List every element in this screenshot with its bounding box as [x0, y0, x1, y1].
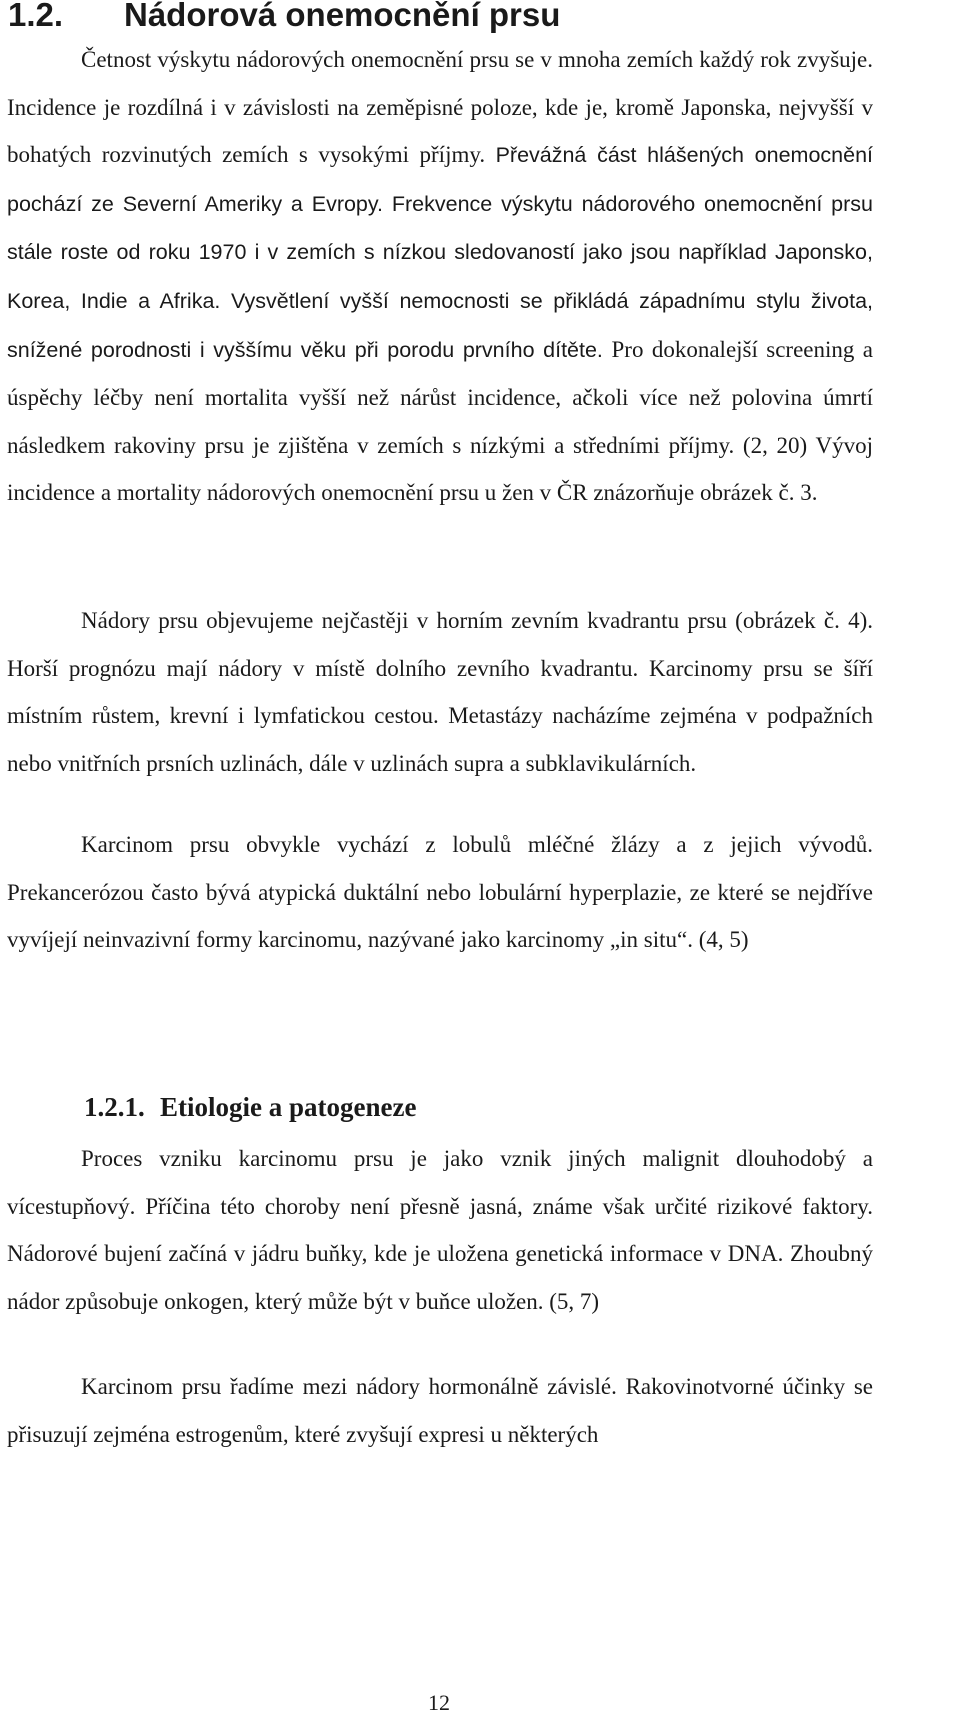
subsection-number: 1.2.1. — [84, 1092, 145, 1122]
paragraph-process-text: Proces vzniku karcinomu prsu je jako vznik jiných malignit dlouhodobý a vícestupňový. Příčina této choroby není přesně jasná, známe však určité rizikové faktory. Nádorové bujení začíná v jádru buňky, kde je uložena genetická informace v DNA. Zhoubný nádor způsobuje onkogen, který může být v buňce uložen. (5, 7) — [7, 1146, 873, 1314]
section-number: 1.2. — [8, 0, 64, 33]
paragraph-origin — [7, 821, 873, 964]
paragraph-incidence-part3: Pro dokonalejší screening a úspěchy léčby není mortalita vyšší než nárůst incidence, ačkoli více než polovina úmrtí následkem rakoviny prsu je zjištěna v zemích s nízkými a středními příjmy. (2, 20) Vývoj incidence a mortality nádorových onemocnění prsu u žen v ČR znázorňuje obrázek č. 3. — [7, 336, 873, 506]
section-title: Nádorová onemocnění prsu — [124, 0, 561, 33]
paragraph-process — [7, 1135, 873, 1325]
paragraph-hormonal — [7, 1363, 873, 1458]
subsection-title: Etiologie a patogeneze — [160, 1092, 417, 1122]
paragraph-incidence-part1: Četnost výskytu nádorových onemocnění prsu se v mnoha zemích každý rok zvyšuje. Incidence je rozdílná i v závislosti na zeměpisné poloze, kde je, kromě Japonska, nejvyšší v bohatých rozvinutých zemích s vysokými příjmy. — [7, 47, 873, 168]
paragraph-incidence — [7, 36, 873, 517]
paragraph-incidence-part2: Převážná část hlášených onemocnění pochází ze Severní Ameriky a Evropy. Frekvence výskytu nádorového onemocnění prsu stále roste od roku 1970 i v zemích s nízkou sledovaností jako jsou například Japonsko, Korea, Indie a Afrika. Vysvětlení vyšší nemocnosti se přikládá západnímu stylu života, snížené porodnosti i vyššímu věku při porodu prvního dítěte. — [7, 143, 873, 362]
section-heading — [8, 0, 560, 38]
paragraph-hormonal-text: Karcinom prsu řadíme mezi nádory hormonálně závislé. Rakovinotvorné účinky se přisuzují zejména estrogenům, které zvyšují expresi u některých — [7, 1374, 873, 1447]
paragraph-location-text: Nádory prsu objevujeme nejčastěji v horním zevním kvadrantu prsu (obrázek č. 4). Horší prognózu mají nádory v místě dolního zevního kvadrantu. Karcinomy prsu se šíří místním růstem, krevní i lymfatickou cestou. Metastázy nacházíme zejména v podpažních nebo vnitřních prsních uzlinách, dále v uzlinách supra a subklavikulárních. — [7, 608, 873, 776]
page-number: 12 — [428, 1690, 450, 1715]
paragraph-location — [7, 597, 873, 787]
paragraph-origin-text: Karcinom prsu obvykle vychází z lobulů mléčné žlázy a z jejich vývodů. Prekancerózou často bývá atypická duktální nebo lobulární hyperplazie, ze které se nejdříve vyvíjejí neinvazivní formy karcinomu, nazývané jako karcinomy „in situ“. (4, 5) — [7, 832, 873, 953]
subsection-heading — [84, 1087, 416, 1127]
